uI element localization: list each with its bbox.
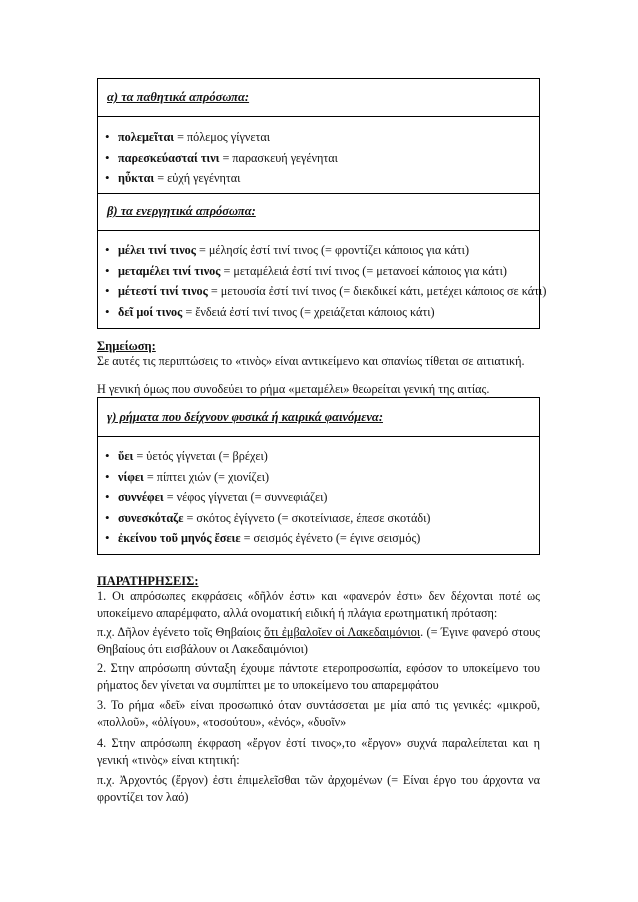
definition: = πόλεμος γίγνεται — [174, 130, 271, 144]
remark-2: 2. Στην απρόσωπη σύνταξη έχουμε πάντοτε ετεροπροσωπία, εφόσον το υποκείμενο του ρήματος δεν γίνεται να συμπίπτει με το υποκείμενο του απαρεμφάτου — [97, 661, 540, 692]
definition: = σκότος ἐγίγνετο (= σκοτείνιασε, έπεσε σκοτάδι) — [183, 510, 431, 525]
box-b-heading: β) τα ενεργητικά απρόσωπα: — [107, 204, 256, 218]
example-underlined: ὅτι ἐμβαλοῖεν οἱ Λακεδαιμόνιοι — [264, 625, 421, 639]
term: ἐκείνου τοῦ μηνός ἔσειε — [118, 531, 241, 545]
remark-4: 4. Στην απρόσωπη έκφραση «ἔργον ἐστί τινος»,το «ἔργον» συχνά παραλείπεται και η γενική «τινὸς» είναι κτητική: — [97, 736, 540, 767]
term: νίφει — [118, 469, 144, 484]
example-translation: . (= Έγινε φανερό στους Θηβαίους ότι εισβάλουν οι Λακεδαιμόνιοι) — [97, 625, 540, 656]
list-item — [98, 467, 539, 488]
list-item — [98, 261, 539, 282]
box-c-header — [98, 398, 539, 437]
term: μέλει τινί τινος — [118, 243, 196, 257]
definition: = ὑετός γίγνεται (= βρέχει) — [133, 449, 268, 463]
definition: = εὐχή γεγένηται — [154, 171, 241, 185]
box-active-impersonals — [97, 193, 547, 329]
note-line-2: Η γενική όμως που συνοδεύει το ρήμα «μεταμέλει» θεωρείται γενική της αιτίας. — [97, 382, 490, 396]
box-a-header — [98, 79, 539, 117]
remark-example-1 — [97, 624, 540, 658]
term: μεταμέλει τινί τινος — [118, 263, 221, 278]
box-c-list — [98, 446, 539, 549]
definition: = παρασκευή γεγένηται — [219, 150, 338, 165]
definition: = ἔνδειά ἐστί τινί τινος (= χρειάζεται κάποιος κάτι) — [182, 304, 435, 319]
list-item — [98, 148, 539, 169]
term: πολεμεῖται — [118, 130, 175, 144]
note-title: Σημείωση: — [97, 339, 156, 353]
definition: = μεταμέλειά ἐστί τινί τινος (= μετανοεί κάποιος για κάτι) — [220, 263, 507, 278]
note-line-1: Σε αυτές τις περιπτώσεις το «τινὸς» είναι αντικείμενο και σπανίως τίθεται σε αιτιατική. — [97, 354, 525, 368]
remarks-title: ΠΑΡΑΤΗΡΗΣΕΙΣ: — [97, 574, 199, 588]
term: παρεσκεύασταί τινι — [118, 150, 220, 165]
box-weather-verbs — [97, 397, 540, 555]
term: συννέφει — [118, 490, 164, 504]
remark-3: 3. Το ρήμα «δεῖ» είναι προσωπικό όταν συντάσσεται με μία από τις γενικές: «μικροῦ, «πολλοῦ», «ὀλίγου», «τοσούτου», «ἑνός», «δυοῖν» — [97, 698, 540, 729]
list-item — [98, 487, 539, 508]
example-text: π.χ. Δῆλον ἐγένετο τοῖς Θηβαίοις — [97, 625, 265, 639]
list-item — [98, 302, 539, 323]
remark-1: 1. Οι απρόσωπες εκφράσεις «δῆλόν ἐστι» και «φανερόν ἐστι» δεν δέχονται ποτέ ως υποκείμενο απαρέμφατο, αλλά ονοματική ειδική ή πλάγια ερωτηματική πρόταση: — [97, 589, 540, 620]
list-item — [98, 446, 539, 467]
list-item — [98, 281, 547, 302]
box-a-heading: α) τα παθητικά απρόσωπα: — [107, 90, 250, 104]
list-item — [98, 127, 539, 148]
list-item — [98, 528, 539, 549]
box-b-header — [98, 194, 539, 231]
term: ηὖκται — [118, 171, 155, 185]
definition: = πίπτει χιών (= χιονίζει) — [143, 469, 270, 484]
definition: = μετουσία ἐστί τινί τινος (= διεκδικεί κάτι, μετέχει κάποιος σε κάτι) — [207, 284, 547, 298]
definition: = σεισμός ἐγένετο (= έγινε σεισμός) — [240, 531, 421, 545]
box-a-list — [98, 127, 539, 189]
term: συνεσκόταζε — [118, 510, 184, 525]
list-item — [98, 508, 539, 529]
list-item — [98, 240, 539, 261]
list-item — [98, 168, 539, 189]
term: μέτεστί τινί τινος — [118, 284, 208, 298]
definition: = νέφος γίγνεται (= συννεφιάζει) — [163, 490, 328, 504]
box-b-list — [98, 240, 547, 322]
term: δεῖ μοί τινος — [118, 304, 183, 319]
box-passive-impersonals — [97, 78, 540, 194]
definition: = μέλησίς ἐστί τινί τινος (= φροντίζει κάποιος για κάτι) — [195, 243, 470, 257]
box-c-heading: γ) ρήματα που δείχνουν φυσικά ή καιρικά φαινόμενα: — [107, 410, 383, 424]
remark-example-2: π.χ. Ἀρχοντός (ἔργον) ἐστι ἐπιμελεῖσθαι τῶν ἀρχομένων (= Είναι έργο του άρχοντα να φροντίζει τον λαό) — [97, 773, 540, 804]
term: ὕει — [118, 449, 134, 463]
